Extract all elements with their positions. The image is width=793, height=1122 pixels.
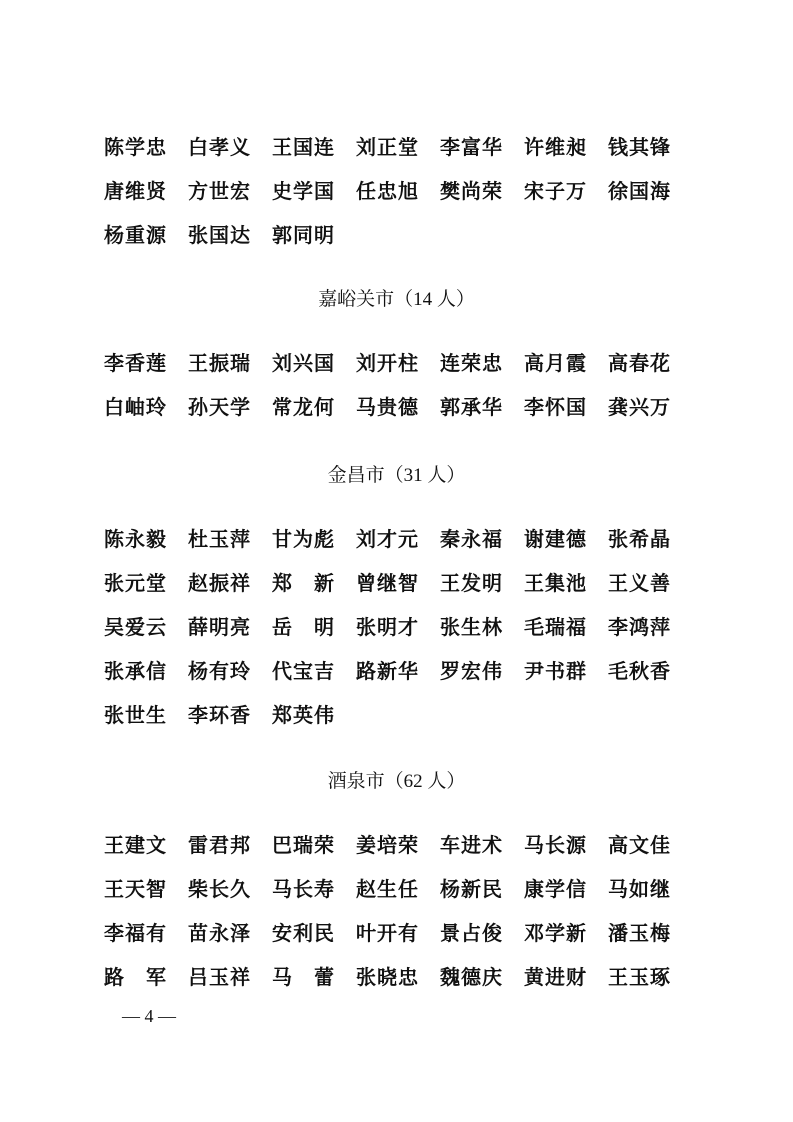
person-name: 张元堂	[104, 571, 167, 595]
person-count: （62 人）	[384, 771, 466, 792]
person-name: 王义善	[608, 571, 671, 595]
person-name: 孙天学	[188, 395, 251, 419]
section-heading-jiayuguan	[0, 287, 793, 312]
person-name: 常龙何	[272, 395, 335, 419]
person-name: 钱其锋	[608, 135, 671, 159]
person-name: 李怀国	[524, 395, 587, 419]
person-name: 杨新民	[440, 877, 503, 901]
name-row	[104, 921, 704, 965]
name-list-continued	[104, 135, 704, 267]
person-name: 许维昶	[524, 135, 587, 159]
section-heading-jinchang	[0, 463, 793, 488]
person-name: 张生林	[440, 615, 503, 639]
person-name: 毛瑞福	[524, 615, 587, 639]
page-number: — 4 —	[122, 1006, 176, 1026]
section-heading-jiuquan	[0, 769, 793, 794]
name-row	[104, 527, 704, 571]
person-name: 郭同明	[272, 223, 335, 247]
person-name: 王玉琢	[608, 965, 671, 989]
person-name: 马长寿	[272, 877, 335, 901]
person-count: （14 人）	[394, 289, 475, 310]
person-name: 徐国海	[608, 179, 671, 203]
person-name: 柴长久	[188, 877, 251, 901]
person-name: 路 军	[104, 965, 167, 989]
person-name: 张世生	[104, 703, 167, 727]
person-name: 康学信	[524, 877, 587, 901]
person-name: 王国连	[272, 135, 335, 159]
city-name: 金昌市	[327, 464, 385, 486]
person-name: 杨有玲	[188, 659, 251, 683]
person-name: 宋子万	[524, 179, 587, 203]
person-name: 潘玉梅	[608, 921, 671, 945]
person-name: 景占俊	[440, 921, 503, 945]
person-name: 车进术	[440, 833, 503, 857]
person-name: 邓学新	[524, 921, 587, 945]
city-name: 嘉峪关市	[318, 288, 395, 310]
person-name: 巴瑞荣	[272, 833, 335, 857]
person-name: 马贵德	[356, 395, 419, 419]
name-list-jiayuguan	[104, 351, 704, 439]
name-row	[104, 877, 704, 921]
person-name: 郑英伟	[272, 703, 335, 727]
person-name: 魏德庆	[440, 965, 503, 989]
person-count: （31 人）	[384, 465, 466, 486]
person-name: 任忠旭	[356, 179, 419, 203]
name-row	[104, 223, 704, 267]
person-name: 李环香	[188, 703, 251, 727]
person-name: 李福有	[104, 921, 167, 945]
person-name: 张国达	[188, 223, 251, 247]
person-name: 杨重源	[104, 223, 167, 247]
person-name: 赵生任	[356, 877, 419, 901]
person-name: 岳 明	[272, 615, 335, 639]
person-name: 连荣忠	[440, 351, 503, 375]
name-row	[104, 965, 704, 1009]
name-row	[104, 615, 704, 659]
person-name: 代宝吉	[272, 659, 335, 683]
person-name: 郭承华	[440, 395, 503, 419]
person-name: 樊尚荣	[440, 179, 503, 203]
person-name: 李鸿萍	[608, 615, 671, 639]
person-name: 李富华	[440, 135, 503, 159]
person-name: 谢建德	[524, 527, 587, 551]
person-name: 苗永泽	[188, 921, 251, 945]
name-row	[104, 395, 704, 439]
person-name: 龚兴万	[608, 395, 671, 419]
person-name: 陈永毅	[104, 527, 167, 551]
name-row	[104, 351, 704, 395]
person-name: 刘正堂	[356, 135, 419, 159]
person-name: 甘为彪	[272, 527, 335, 551]
person-name: 路新华	[356, 659, 419, 683]
person-name: 白岫玲	[104, 395, 167, 419]
person-name: 史学国	[272, 179, 335, 203]
person-name: 罗宏伟	[440, 659, 503, 683]
person-name: 张明才	[356, 615, 419, 639]
person-name: 雷君邦	[188, 833, 251, 857]
person-name: 张承信	[104, 659, 167, 683]
person-name: 杜玉萍	[188, 527, 251, 551]
person-name: 马长源	[524, 833, 587, 857]
person-name: 赵振祥	[188, 571, 251, 595]
person-name: 秦永福	[440, 527, 503, 551]
person-name: 张晓忠	[356, 965, 419, 989]
name-list-jinchang	[104, 527, 704, 747]
person-name: 吴爱云	[104, 615, 167, 639]
person-name: 毛秋香	[608, 659, 671, 683]
person-name: 马如继	[608, 877, 671, 901]
person-name: 姜培荣	[356, 833, 419, 857]
person-name: 郑 新	[272, 571, 335, 595]
person-name: 王集池	[524, 571, 587, 595]
name-row	[104, 571, 704, 615]
name-row	[104, 659, 704, 703]
person-name: 方世宏	[188, 179, 251, 203]
person-name: 刘兴国	[272, 351, 335, 375]
city-name: 酒泉市	[327, 770, 385, 792]
person-name: 王建文	[104, 833, 167, 857]
person-name: 高月霞	[524, 351, 587, 375]
person-name: 王发明	[440, 571, 503, 595]
person-name: 吕玉祥	[188, 965, 251, 989]
person-name: 王振瑞	[188, 351, 251, 375]
person-name: 薛明亮	[188, 615, 251, 639]
person-name: 马 蕾	[272, 965, 335, 989]
person-name: 叶开有	[356, 921, 419, 945]
person-name: 刘才元	[356, 527, 419, 551]
person-name: 高春花	[608, 351, 671, 375]
name-row	[104, 703, 704, 747]
person-name: 王天智	[104, 877, 167, 901]
person-name: 陈学忠	[104, 135, 167, 159]
name-row	[104, 179, 704, 223]
person-name: 张希晶	[608, 527, 671, 551]
person-name: 尹书群	[524, 659, 587, 683]
person-name: 李香莲	[104, 351, 167, 375]
name-list-jiuquan	[104, 833, 704, 1009]
person-name: 安利民	[272, 921, 335, 945]
person-name: 曾继智	[356, 571, 419, 595]
person-name: 唐维贤	[104, 179, 167, 203]
person-name: 刘开柱	[356, 351, 419, 375]
person-name: 高文佳	[608, 833, 671, 857]
person-name: 白孝义	[188, 135, 251, 159]
person-name: 黄进财	[524, 965, 587, 989]
name-row	[104, 833, 704, 877]
name-row	[104, 135, 704, 179]
